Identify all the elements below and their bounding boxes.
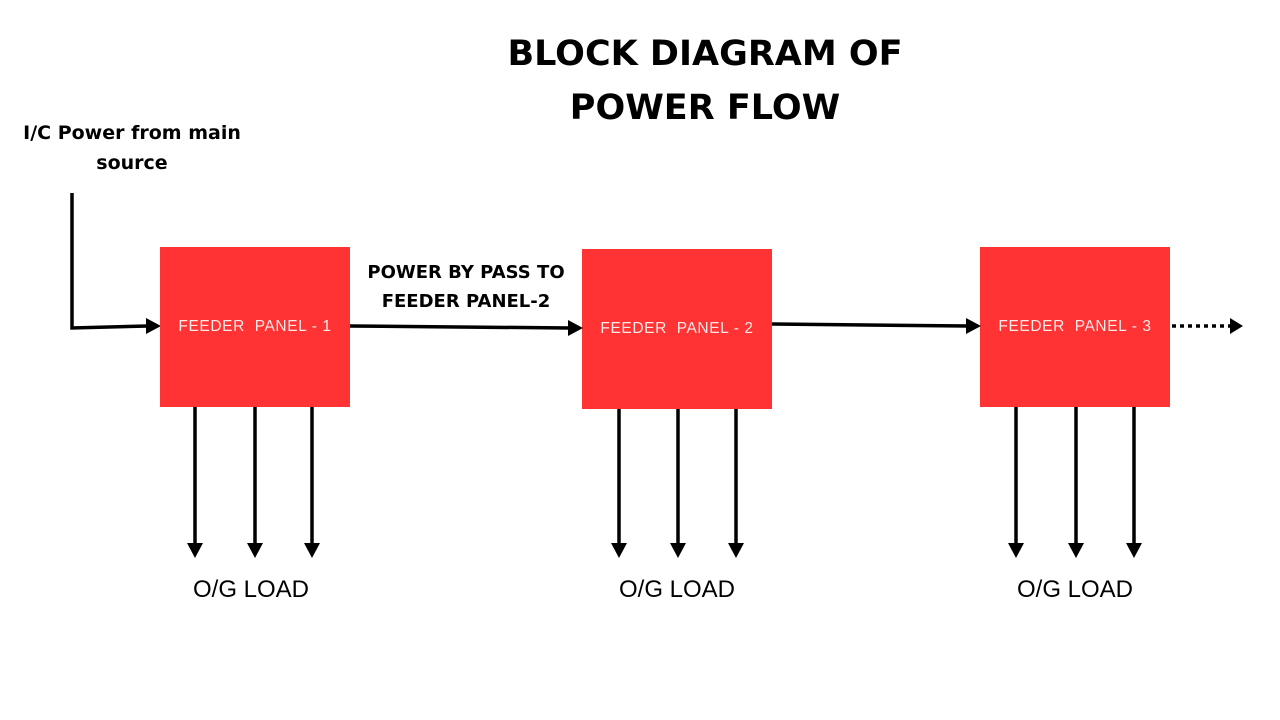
arrow-down-icon [1126,543,1142,558]
og-load-label-panel-2: O/G LOAD [618,576,736,603]
bypass-line-2-to-3 [772,324,968,326]
og-load-label-panel-1: O/G LOAD [192,576,310,603]
arrow-down-icon [611,543,627,558]
dotted-arrow-icon [1230,318,1243,334]
outgoing-feeders-panel-2 [611,409,744,558]
panel-label: FEEDER PANEL - 1 [178,318,332,335]
outgoing-feeders-panel-3 [1008,407,1142,558]
diagram-title-line-2: POWER FLOW [569,88,841,128]
arrow-down-icon [670,543,686,558]
panel-label: FEEDER PANEL - 3 [998,318,1152,335]
bypass-line-1-to-2 [350,326,570,328]
arrow-down-icon [304,543,320,558]
arrow-right-icon [568,320,583,336]
diagram-title-line-1: BLOCK DIAGRAM OF [507,34,903,74]
og-load-label-panel-3: O/G LOAD [1016,576,1134,603]
bypass-label-line-2: FEEDER PANEL-2 [381,291,551,312]
arrow-right-icon [966,318,981,334]
arrow-down-icon [187,543,203,558]
panel-label: FEEDER PANEL - 2 [600,320,754,337]
arrow-down-icon [728,543,744,558]
arrow-down-icon [247,543,263,558]
source-label-line-1: I/C Power from main [23,122,241,144]
bypass-label-line-1: POWER BY PASS TO [367,262,565,283]
feeder-panel-2 [582,249,772,409]
feeder-panel-3 [980,247,1170,407]
source-label-line-2: source [96,152,168,174]
feeder-panel-1 [160,247,350,407]
incoming-feed-line [72,193,148,328]
arrow-down-icon [1008,543,1024,558]
arrow-down-icon [1068,543,1084,558]
outgoing-feeders-panel-1 [187,407,320,558]
arrow-right-icon [146,318,161,334]
